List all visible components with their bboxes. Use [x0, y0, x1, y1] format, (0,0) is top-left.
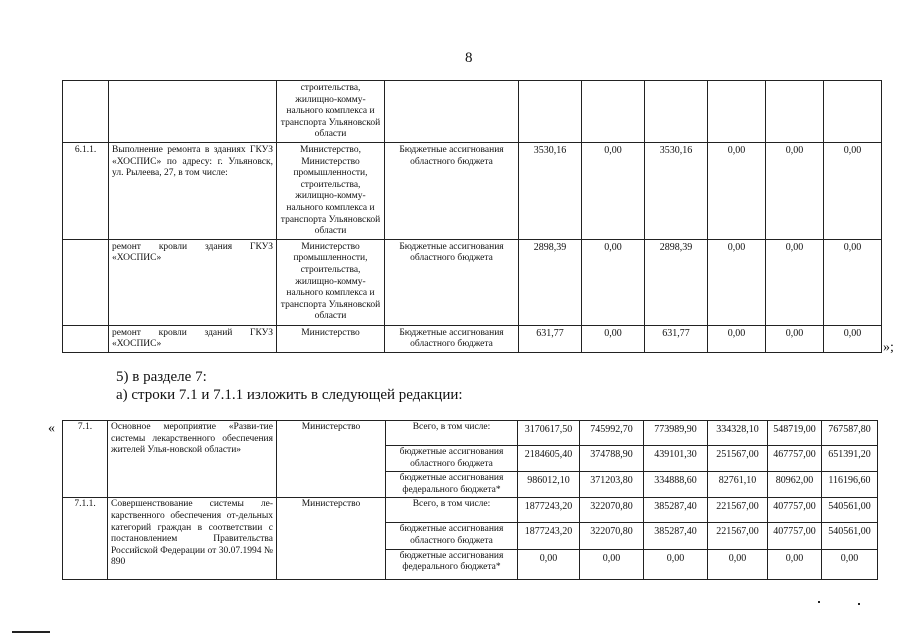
row-executor: Министерство [277, 325, 385, 352]
value-cell: 116196,60 [822, 472, 878, 498]
value-cell: 0,00 [582, 239, 645, 325]
row-name [109, 81, 277, 143]
value-cell: 3530,16 [519, 143, 582, 240]
value-cell: 334328,10 [708, 421, 768, 446]
value-cell: 407757,00 [768, 523, 822, 549]
row-number [63, 325, 109, 352]
value-cell: 651391,20 [822, 446, 878, 472]
value-cell: 540561,00 [822, 498, 878, 523]
row-name: Основное мероприятие «Разви-тие системы лекарственного обеспечения жителей Улья-новской области» [108, 421, 277, 498]
value-cell: 0,00 [766, 239, 824, 325]
row-source: Бюджетные ассигнования областного бюджета [385, 239, 519, 325]
value-cell: 0,00 [824, 325, 882, 352]
value-cell [645, 81, 708, 143]
value-cell: 0,00 [644, 549, 708, 579]
value-cell: 385287,40 [644, 523, 708, 549]
value-cell [824, 81, 882, 143]
row-source: бюджетные ассигнования федерального бюджета* [386, 472, 518, 498]
scan-dot [858, 603, 860, 605]
row-number [63, 81, 109, 143]
row-executor: Министерство промышленности, строительства, жилищно-комму-нального комплекса и транспорта Ульяновской области [277, 239, 385, 325]
value-cell: 745992,70 [580, 421, 644, 446]
value-cell: 251567,00 [708, 446, 768, 472]
value-cell: 0,00 [582, 143, 645, 240]
table-row [63, 498, 878, 523]
row-source: бюджетные ассигнования областного бюджета [386, 523, 518, 549]
row-executor: строительства, жилищно-комму-нального комплекса и транспорта Ульяновской области [277, 81, 385, 143]
row-executor: Министерство, Министерство промышленности, строительства, жилищно-комму-нального комплекса и транспорта Ульяновской области [277, 143, 385, 240]
row-source: бюджетные ассигнования областного бюджета [386, 446, 518, 472]
value-cell: 1877243,20 [518, 523, 580, 549]
section-heading: 5) в разделе 7: [116, 369, 207, 385]
value-cell: 0,00 [766, 325, 824, 352]
value-cell: 631,77 [645, 325, 708, 352]
value-cell: 80962,00 [768, 472, 822, 498]
row-executor: Министерство [277, 498, 386, 579]
value-cell: 385287,40 [644, 498, 708, 523]
row-name: ремонт кровли зданий ГКУЗ «ХОСПИС» [109, 325, 277, 352]
row-name: Выполнение ремонта в зданиях ГКУЗ «ХОСПИС» по адресу: г. Ульяновск, ул. Рылеева, 27, в том числе: [109, 143, 277, 240]
value-cell: 2898,39 [645, 239, 708, 325]
value-cell: 0,00 [708, 239, 766, 325]
value-cell: 0,00 [582, 325, 645, 352]
value-cell: 0,00 [708, 549, 768, 579]
row-source: бюджетные ассигнования федерального бюджета* [386, 549, 518, 579]
row-number [63, 239, 109, 325]
row-number: 7.1.1. [63, 498, 108, 579]
value-cell: 82761,10 [708, 472, 768, 498]
value-cell: 2898,39 [519, 239, 582, 325]
table-section-7 [62, 420, 878, 580]
value-cell: 0,00 [708, 325, 766, 352]
value-cell: 631,77 [519, 325, 582, 352]
row-source: Бюджетные ассигнования областного бюджета [385, 325, 519, 352]
value-cell [519, 81, 582, 143]
footnote-line [12, 631, 50, 633]
row-number: 6.1.1. [63, 143, 109, 240]
opening-quote: « [48, 421, 55, 436]
row-source: Бюджетные ассигнования областного бюджета [385, 143, 519, 240]
value-cell: 767587,80 [822, 421, 878, 446]
table-row [63, 325, 882, 352]
value-cell: 0,00 [768, 549, 822, 579]
value-cell: 548719,00 [768, 421, 822, 446]
value-cell: 3530,16 [645, 143, 708, 240]
value-cell: 0,00 [708, 143, 766, 240]
row-name: ремонт кровли здания ГКУЗ «ХОСПИС» [109, 239, 277, 325]
value-cell: 1877243,20 [518, 498, 580, 523]
value-cell: 0,00 [518, 549, 580, 579]
value-cell: 221567,00 [708, 523, 768, 549]
table-row [63, 81, 882, 143]
value-cell: 540561,00 [822, 523, 878, 549]
value-cell: 0,00 [822, 549, 878, 579]
scan-dot [818, 601, 820, 603]
value-cell [766, 81, 824, 143]
value-cell: 0,00 [766, 143, 824, 240]
row-source: Всего, в том числе: [386, 498, 518, 523]
table-row [63, 143, 882, 240]
value-cell: 0,00 [824, 143, 882, 240]
value-cell: 986012,10 [518, 472, 580, 498]
value-cell: 407757,00 [768, 498, 822, 523]
table-row [63, 421, 878, 446]
value-cell: 322070,80 [580, 498, 644, 523]
row-source [385, 81, 519, 143]
row-name: Совершенствование системы ле-карственного обеспечения от-дельных категорий граждан в соответствии с постановлением Правительства Российской Федерации от 30.07.1994 № 890 [108, 498, 277, 579]
row-number: 7.1. [63, 421, 108, 498]
row-source: Всего, в том числе: [386, 421, 518, 446]
closing-quote: »; [883, 340, 894, 355]
row-executor: Министерство [277, 421, 386, 498]
value-cell [708, 81, 766, 143]
table-row [63, 239, 882, 325]
value-cell: 374788,90 [580, 446, 644, 472]
value-cell: 0,00 [824, 239, 882, 325]
value-cell: 0,00 [580, 549, 644, 579]
value-cell [582, 81, 645, 143]
value-cell: 322070,80 [580, 523, 644, 549]
value-cell: 2184605,40 [518, 446, 580, 472]
page-number: 8 [465, 50, 473, 66]
value-cell: 3170617,50 [518, 421, 580, 446]
value-cell: 467757,00 [768, 446, 822, 472]
sub-heading: а) строки 7.1 и 7.1.1 изложить в следующей редакции: [116, 387, 463, 403]
value-cell: 371203,80 [580, 472, 644, 498]
value-cell: 334888,60 [644, 472, 708, 498]
value-cell: 221567,00 [708, 498, 768, 523]
value-cell: 773989,90 [644, 421, 708, 446]
value-cell: 439101,30 [644, 446, 708, 472]
table-program-items [62, 80, 882, 353]
